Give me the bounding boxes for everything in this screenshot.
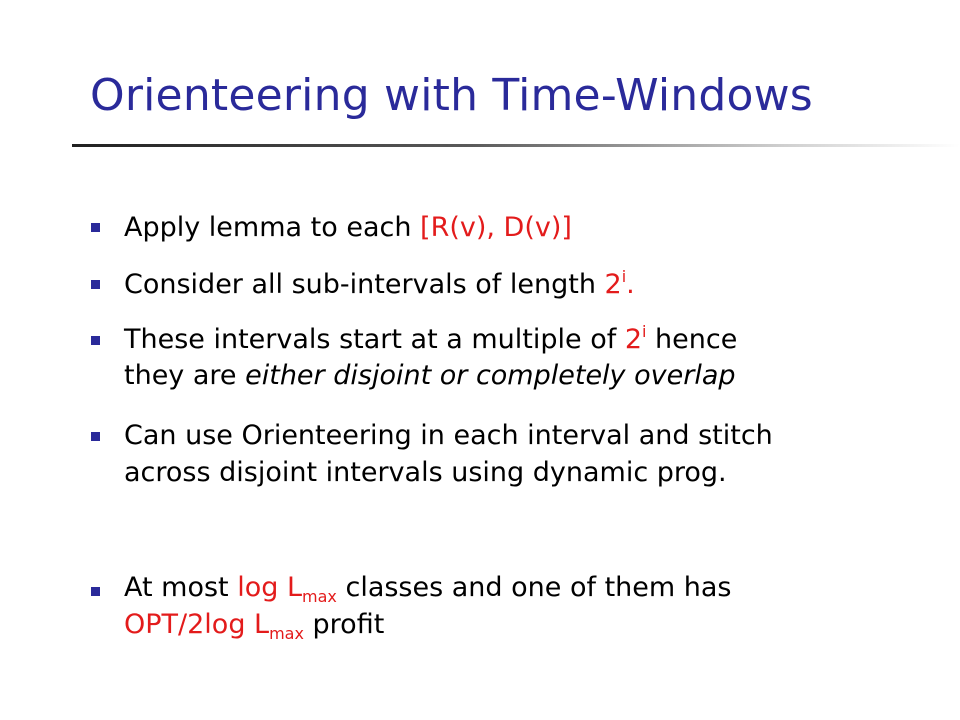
bullet-3-line-2-text: they are <box>124 360 246 391</box>
bullet-marker-icon <box>91 280 100 289</box>
bullet-2-power-base: 2 <box>604 269 622 300</box>
bullet-5-red-text <box>237 572 337 606</box>
bullet-text-2 <box>124 267 924 303</box>
bullet-text-5-line-2 <box>124 607 924 643</box>
bullet-marker-icon <box>91 336 100 345</box>
bullet-5-line-2-base: OPT/2log L <box>124 609 270 640</box>
bullet-2-exponent: i <box>621 267 627 286</box>
bullet-text-1 <box>124 210 924 246</box>
bullet-marker-icon <box>91 432 100 441</box>
bullet-text-3-line-1 <box>124 322 924 358</box>
bullet-2-tail: . <box>626 269 635 300</box>
bullet-text-4-line-1: Can use Orienteering in each interval and stitch <box>124 420 773 451</box>
bullet-text-3-line-2 <box>124 358 924 394</box>
bullet-1-red-text: [R(v), D(v)] <box>420 212 572 243</box>
bullet-5-line-2-subscript: max <box>269 624 304 643</box>
bullet-3-red-text <box>625 324 647 355</box>
bullet-3-text: These intervals start at a multiple of <box>124 324 625 355</box>
bullet-2-text: Consider all sub-intervals of length <box>124 269 605 300</box>
bullet-3-power-base: 2 <box>624 324 643 355</box>
bullet-marker-icon <box>91 587 100 596</box>
bullet-5-text: At most <box>124 572 238 603</box>
bullet-5-subscript: max <box>302 587 337 606</box>
bullet-1-text: Apply lemma to each <box>124 212 421 243</box>
bullet-5-line-2-red-text <box>124 609 304 643</box>
bullet-marker-icon <box>91 223 100 232</box>
bullet-3-exponent: i <box>642 322 647 341</box>
bullet-3-italic-text: either disjoint or completely overlap <box>245 360 736 391</box>
slide-title: Orienteering with Time-Windows <box>90 70 813 121</box>
bullet-text-5-line-1 <box>124 570 924 606</box>
bullet-5-log-base: log L <box>237 572 303 603</box>
bullet-5-tail: classes and one of them has <box>336 572 732 603</box>
bullet-3-tail: hence <box>646 324 738 355</box>
bullet-5-line-2-tail: profit <box>303 609 385 640</box>
bullet-2-red-text <box>605 269 635 300</box>
bullet-text-4-line-2: across disjoint intervals using dynamic prog. <box>124 457 727 488</box>
